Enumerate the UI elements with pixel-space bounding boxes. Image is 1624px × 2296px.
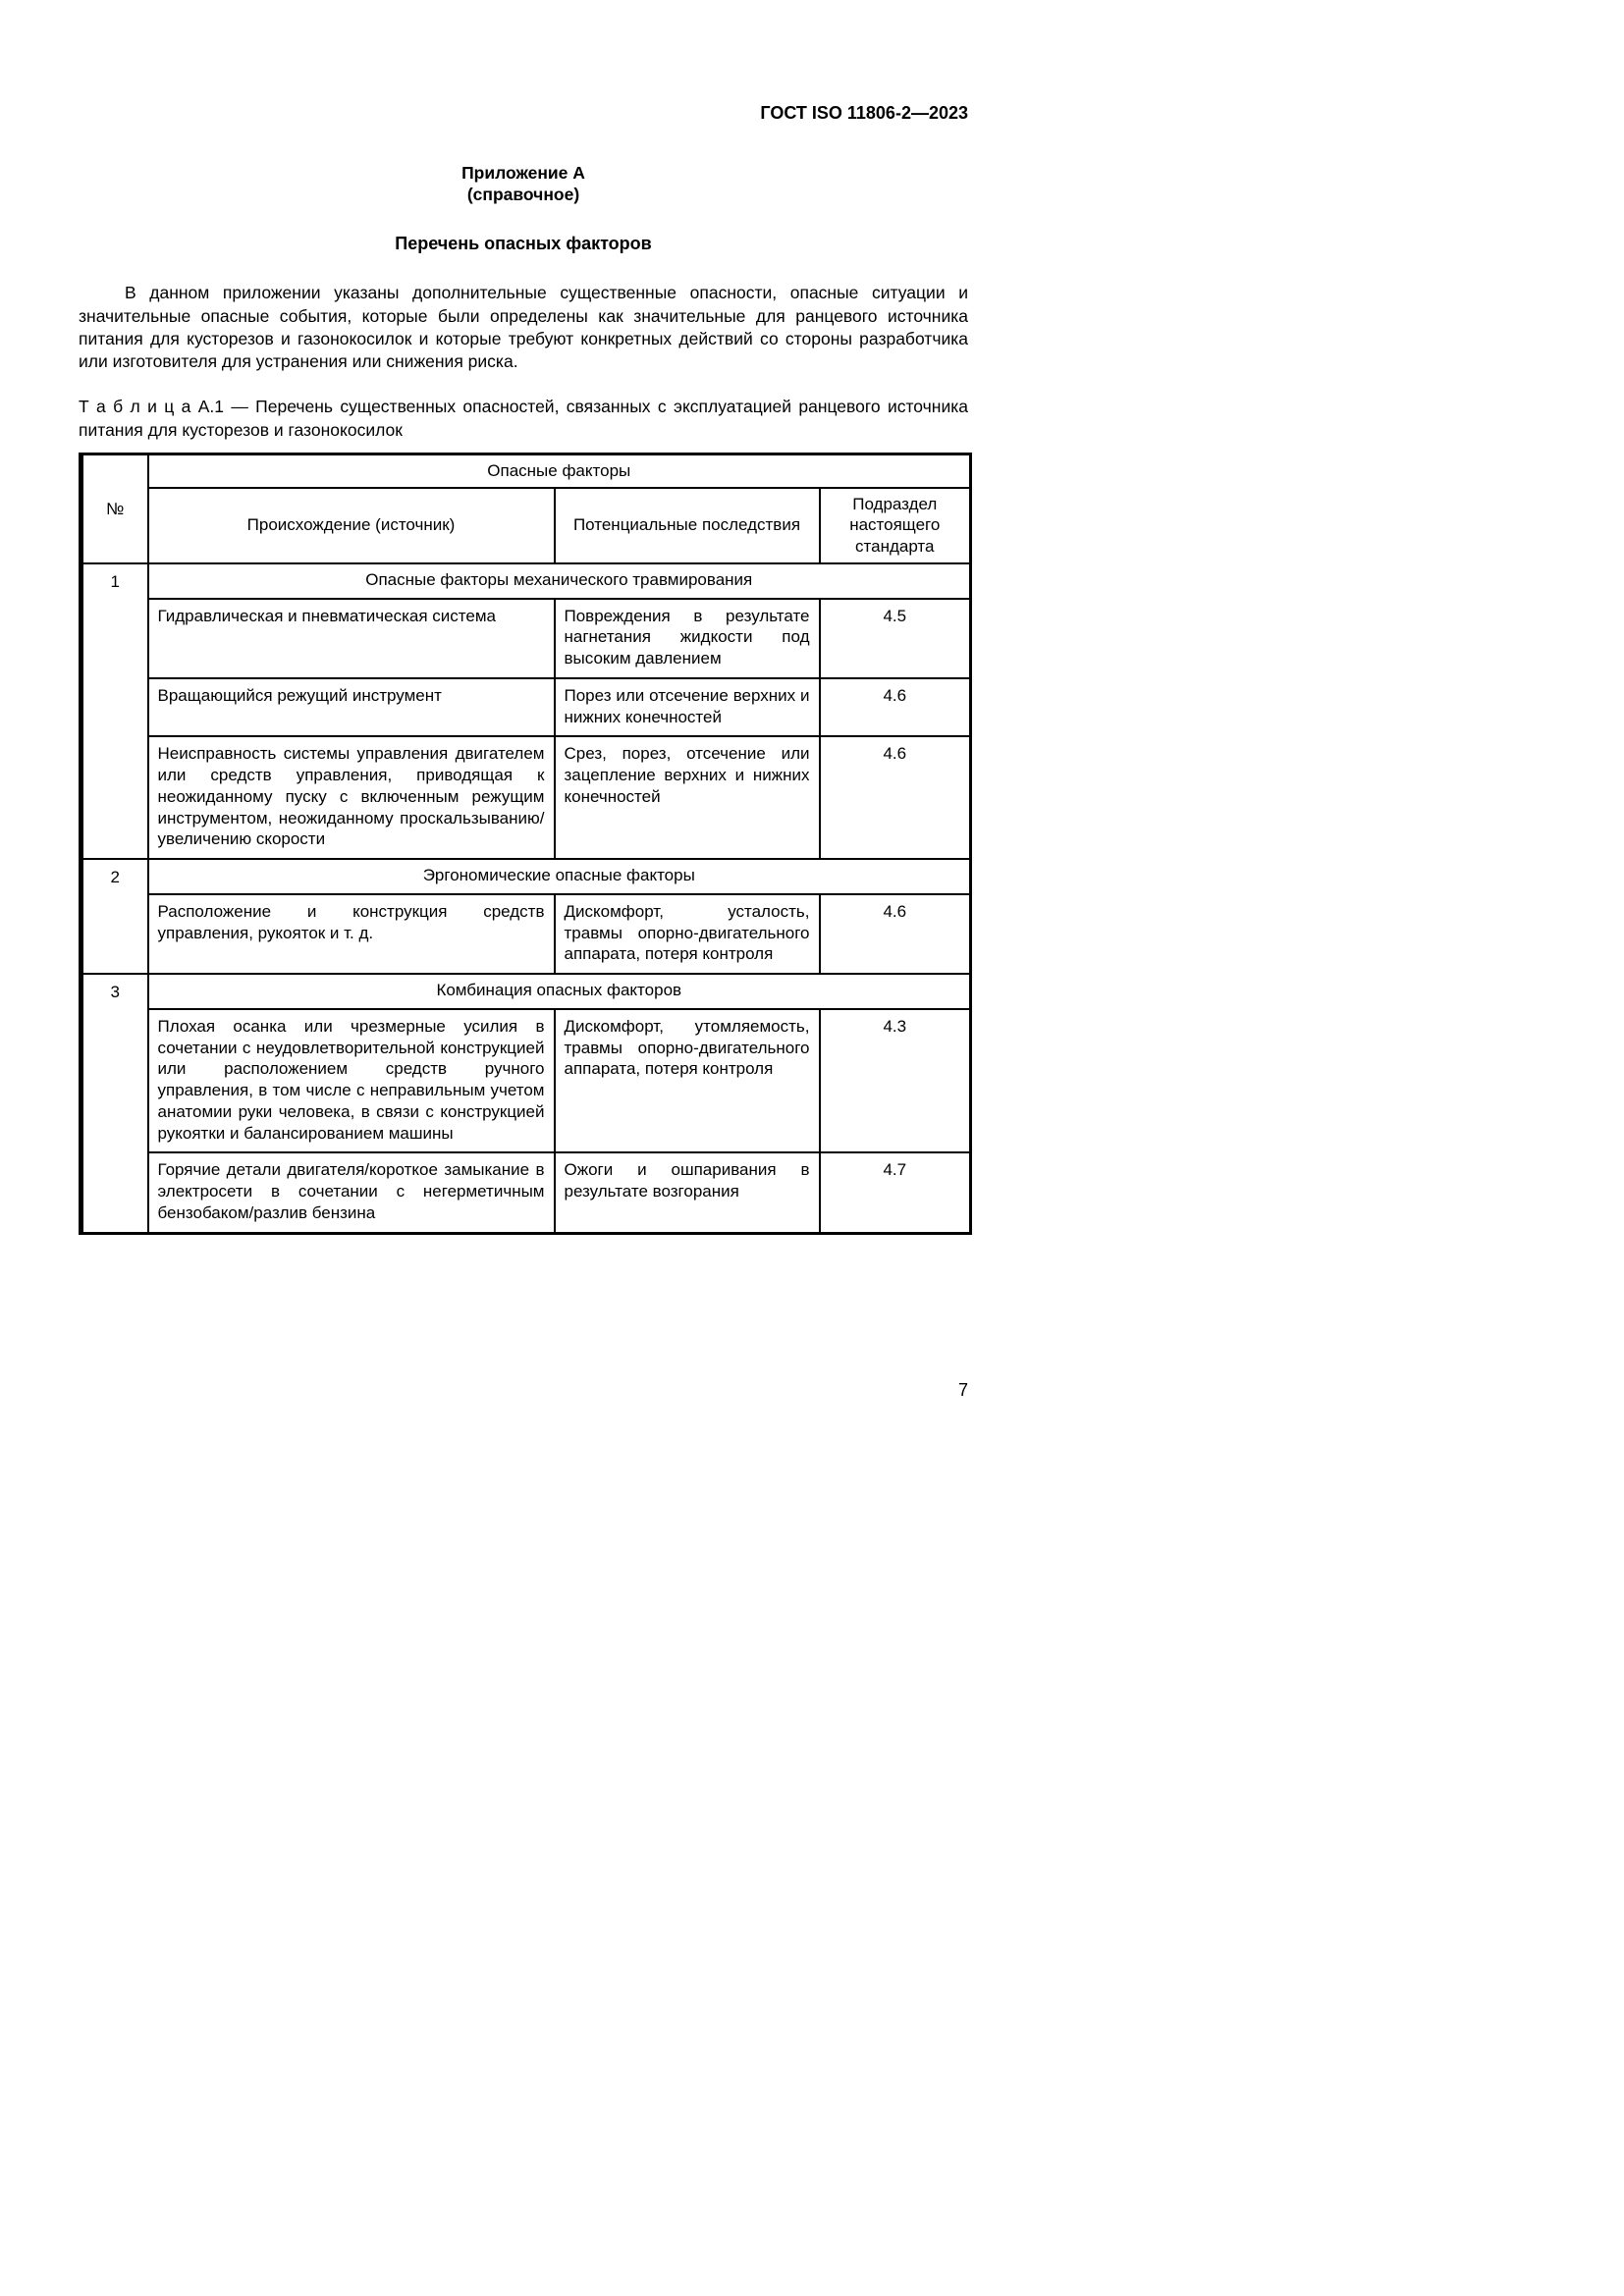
header-row-columns xyxy=(81,488,971,563)
section-title-row xyxy=(81,563,971,599)
hazard-consequence-cell: Повреждения в результате нагнетания жидкости под высоким давлением xyxy=(555,599,820,678)
page-content xyxy=(79,0,968,1235)
page-number: 7 xyxy=(957,1380,968,1400)
table-row xyxy=(81,736,971,859)
table-row xyxy=(81,678,971,737)
hazard-subsection-cell: 4.7 xyxy=(820,1152,971,1233)
hazard-consequence-cell: Порез или отсечение верхних и нижних конечностей xyxy=(555,678,820,737)
section-number-cell: 3 xyxy=(81,974,148,1233)
hazard-subsection-cell: 4.5 xyxy=(820,599,971,678)
hazard-consequence-cell: Ожоги и ошпаривания в результате возгорания xyxy=(555,1152,820,1233)
section-title-row xyxy=(81,859,971,894)
hazard-subsection-cell: 4.6 xyxy=(820,894,971,974)
appendix-label: Приложение А xyxy=(461,162,585,183)
hazard-source-cell: Гидравлическая и пневматическая система xyxy=(148,599,555,678)
header-hazard-group: Опасные факторы xyxy=(148,454,971,487)
section-number-cell: 1 xyxy=(81,563,148,859)
header-source: Происхождение (источник) xyxy=(148,488,555,563)
appendix-heading: Перечень опасных факторов xyxy=(395,234,652,253)
hazard-subsection-cell: 4.6 xyxy=(820,678,971,737)
section-title-row xyxy=(81,974,971,1009)
table-row xyxy=(81,599,971,678)
hazard-source-cell: Неисправность системы управления двигателем или средств управления, приводящая к неожиданному пуску с включенным режущим инструментом, неожиданному проскальзыванию/увеличению скорости xyxy=(148,736,555,859)
table-row xyxy=(81,1009,971,1153)
header-num: № xyxy=(81,454,148,563)
section-title-cell: Комбинация опасных факторов xyxy=(148,974,971,1009)
section-number-cell: 2 xyxy=(81,859,148,974)
hazard-source-cell: Вращающийся режущий инструмент xyxy=(148,678,555,737)
hazard-source-cell: Расположение и конструкция средств управления, рукояток и т. д. xyxy=(148,894,555,974)
table-caption: Т а б л и ц а А.1 — Перечень существенных опасностей, связанных с эксплуатацией ранцевого источника питания для кусторезов и газонокосилок xyxy=(79,397,968,440)
hazard-subsection-cell: 4.6 xyxy=(820,736,971,859)
hazard-table-body xyxy=(81,563,971,1233)
hazard-source-cell: Горячие детали двигателя/короткое замыкание в электросети в сочетании с негерметичным бензобаком/разлив бензина xyxy=(148,1152,555,1233)
hazard-table-header xyxy=(81,454,971,563)
header-row-group xyxy=(81,454,971,487)
hazard-consequence-cell: Срез, порез, отсечение или зацепление верхних и нижних конечностей xyxy=(555,736,820,859)
header-consequence: Потенциальные последствия xyxy=(555,488,820,563)
doc-reference: ГОСТ ISO 11806-2—2023 xyxy=(760,103,968,123)
hazard-source-cell: Плохая осанка или чрезмерные усилия в сочетании с неудовлетворительной конструкцией или расположением средств ручного управления, в том числе с неправильным учетом анатомии руки человека, в связи с конструкцией рукоятки и балансированием машины xyxy=(148,1009,555,1153)
section-title-cell: Эргономические опасные факторы xyxy=(148,859,971,894)
hazard-consequence-cell: Дискомфорт, утомляемость, травмы опорно-двигательного аппарата, потеря контроля xyxy=(555,1009,820,1153)
header-subsection: Подраздел настоящего стандарта xyxy=(820,488,971,563)
table-row xyxy=(81,1152,971,1233)
intro-paragraph: В данном приложении указаны дополнительные существенные опасности, опасные ситуации и значительные опасные события, которые были определены как значительные для ранцевого источника питания для кусторезов и газонокосилок и которые требуют конкретных действий со стороны разработчика или изготовителя для устранения или снижения риска. xyxy=(79,283,968,372)
hazard-table xyxy=(79,453,972,1235)
hazard-subsection-cell: 4.3 xyxy=(820,1009,971,1153)
hazard-consequence-cell: Дискомфорт, усталость, травмы опорно-двигательного аппарата, потеря контроля xyxy=(555,894,820,974)
appendix-type: (справочное) xyxy=(466,185,580,205)
section-title-cell: Опасные факторы механического травмирования xyxy=(148,563,971,599)
table-row xyxy=(81,894,971,974)
